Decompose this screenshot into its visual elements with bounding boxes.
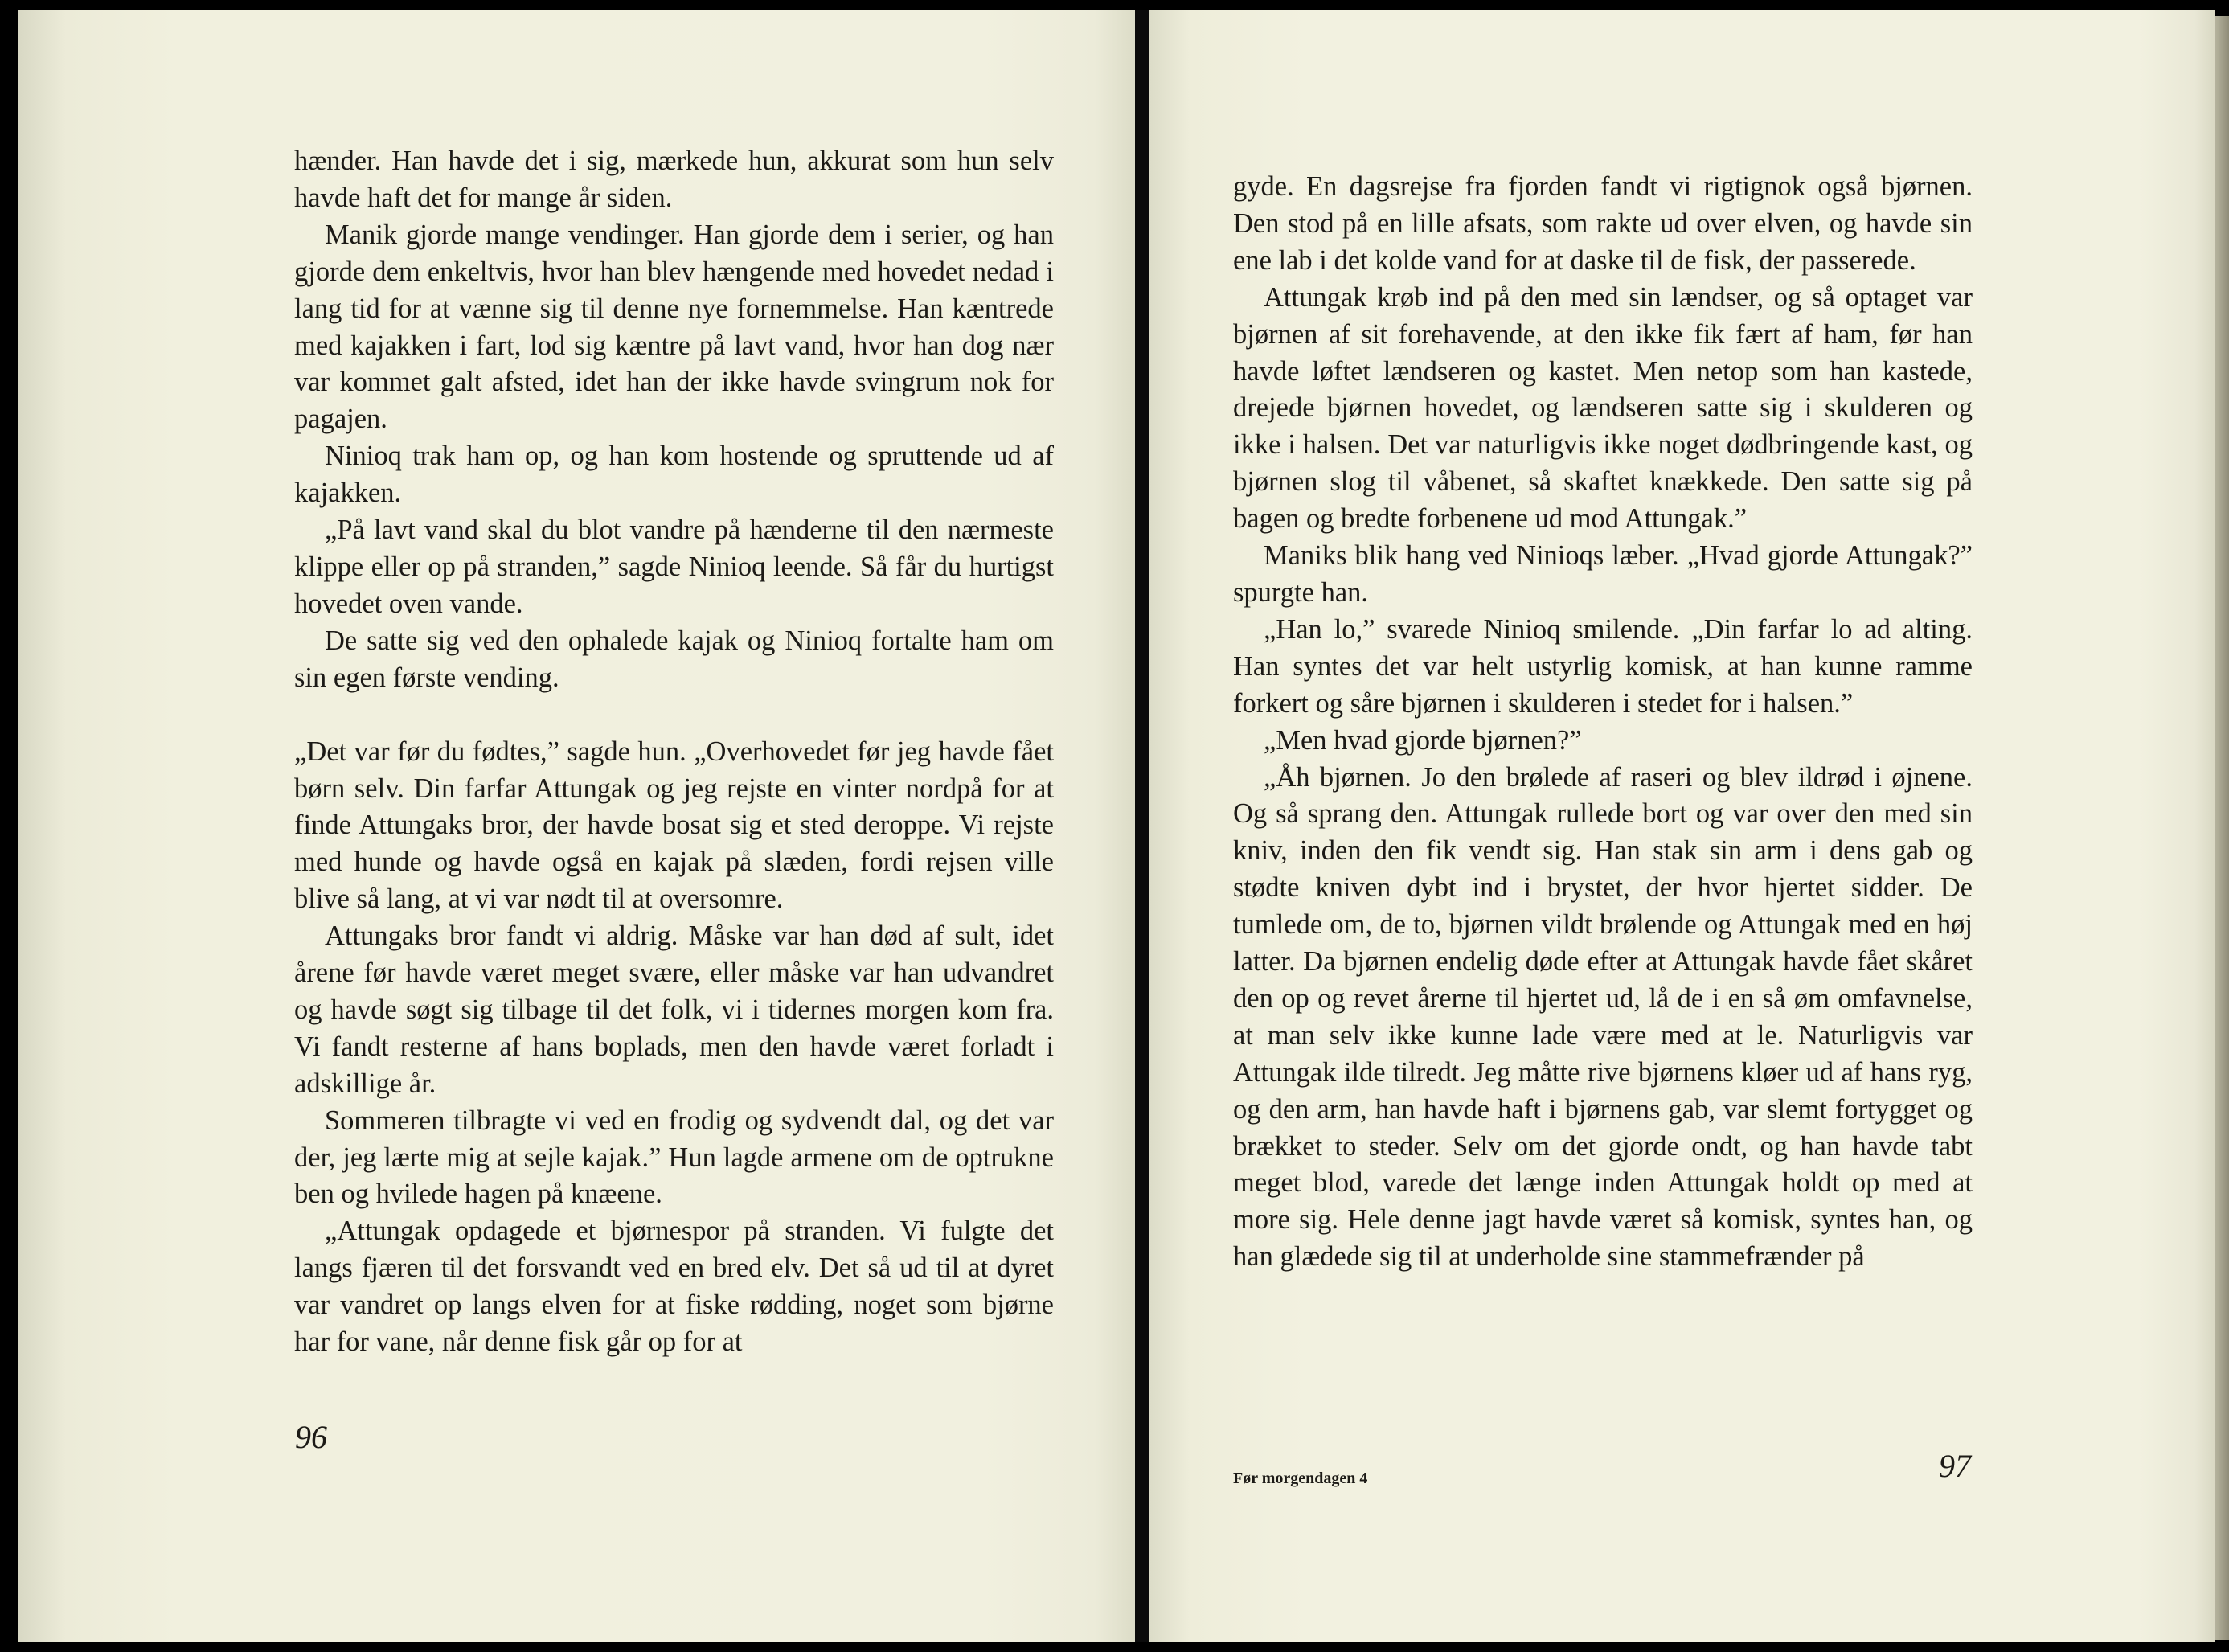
paragraph: „Det var før du fødtes,” sagde hun. „Overhovedet før jeg havde fået børn selv. Din farfar Attungak og jeg rejste en vinter nordpå for at finde Attungaks bror, der havde bosat sig et sted deroppe. Vi rejste med hunde og havde også en kajak på slæden, fordi rejsen ville blive så lang, at vi var nødt til at oversomre.	[294, 736, 1054, 915]
paragraph: „Han lo,” svarede Ninioq smilende. „Din farfar lo ad alting. Han syntes det var helt ustyrlig komisk, at han kunne ramme forkert og såre bjørnen i skulderen i stedet for i halsen.”	[1233, 613, 1973, 719]
left-page-text	[294, 143, 1054, 1361]
paragraph: hænder. Han havde det i sig, mærkede hun, akkurat som hun selv havde haft det for mange år siden.	[294, 146, 1054, 213]
page-stack-edge	[2215, 16, 2229, 1640]
paragraph: gyde. En dagsrejse fra fjorden fandt vi rigtignok også bjørnen. Den stod på en lille afsats, som rakte ud over elven, og havde sin ene lab i det kolde vand for at daske til de fisk, der passerede.	[1233, 171, 1973, 276]
paragraph: Maniks blik hang ved Ninioqs læber. „Hvad gjorde Attungak?” spurgte han.	[1233, 540, 1973, 608]
paragraph: Manik gjorde mange vendinger. Han gjorde dem i serier, og han gjorde dem enkeltvis, hvor han blev hængende med hovedet nedad i lang tid for at vænne sig til denne nye fornemmelse. Han kæntrede med kajakken i fart, lod sig kæntre på lavt vand, hvor han dog nær var kommet galt afsted, idet han der ikke havde svingrum nok for pagajen.	[294, 219, 1054, 435]
left-page	[18, 10, 1135, 1642]
paragraph: Sommeren tilbragte vi ved en frodig og sydvendt dal, og det var der, jeg lærte mig at sejle kajak.” Hun lagde armene om de optrukne ben og hvilede hagen på knæene.	[294, 1105, 1054, 1210]
paragraph: „På lavt vand skal du blot vandre på hænderne til den nærmeste klippe eller op på stranden,” sagde Ninioq leende. Så får du hurtigst hovedet oven vande.	[294, 514, 1054, 619]
paragraph: Attungaks bror fandt vi aldrig. Måske var han død af sult, idet årene før havde været meget svære, eller måske var han udvandret og havde søgt sig tilbage til det folk, vi i tidernes morgen kom fra. Vi fandt resterne af hans boplads, men den havde været forladt i adskillige år.	[294, 920, 1054, 1099]
book-spine-gap	[1135, 10, 1149, 1642]
right-page-text	[1233, 169, 1973, 1276]
paragraph: De satte sig ved den ophalede kajak og Ninioq fortalte ham om sin egen første vending.	[294, 625, 1054, 693]
paragraph: „Men hvad gjorde bjørnen?”	[1264, 724, 1582, 756]
paragraph: „Åh bjørnen. Jo den brølede af raseri og blev ildrød i øjnene. Og så sprang den. Attungak rullede bort og var over den med sin kniv, inden den fik vendt sig. Han stak sin arm i dens gab og stødte kniven dybt ind i brystet, der hvor hjertet sidder. De tumlede om, de to, bjørnen vildt brølende og Attungak med en høj latter. Da bjørnen endelig døde efter at Attungak havde fået skåret den op og revet årerne til hjertet ud, lå de i en så øm omfavnelse, at man selv ikke kunne lade være med at le. Naturligvis var Attungak ilde tilredt. Jeg måtte rive bjørnens kløer ud af hans ryg, og den arm, han havde haft i bjørnens gab, var slemt fortygget og brækket to steder. Selv om det gjorde ondt, og han havde tabt meget blod, varede det længe inden Attungak holdt op med at more sig. Hele denne jagt havde været så komisk, syntes han, og han glædede sig til at underholde sine stammefrænder på	[1233, 761, 1973, 1273]
paragraph: Ninioq trak ham op, og han kom hostende og spruttende ud af kajakken.	[294, 441, 1054, 509]
running-footer: Før morgendagen 4	[1233, 1470, 1368, 1487]
page-number: 96	[295, 1419, 327, 1455]
paragraph: Attungak krøb ind på den med sin lændser, og så optaget var bjørnen af sit forehavende, at den ikke fik fært af ham, før han havde løftet lændseren og kastet. Men netop som han kastede, drejede bjørnen hovedet, og lændseren satte sig i skulderen og ikke i halsen. Det var naturligvis ikke noget dødbringende kast, og bjørnen slog til våbenet, så skaftet knækkede. Den satte sig på bagen og bredte forbenene ud mod Attungak.”	[1233, 281, 1973, 535]
right-page	[1149, 10, 2215, 1642]
paragraph: „Attungak opdagede et bjørnespor på stranden. Vi fulgte det langs fjæren til det forsvandt ved en bred elv. Det så ud til at dyret var vandret op langs elven for at fiske rødding, noget som bjørne har for vane, når denne fisk går op for at	[294, 1215, 1054, 1358]
page-number: 97	[1939, 1448, 1971, 1484]
